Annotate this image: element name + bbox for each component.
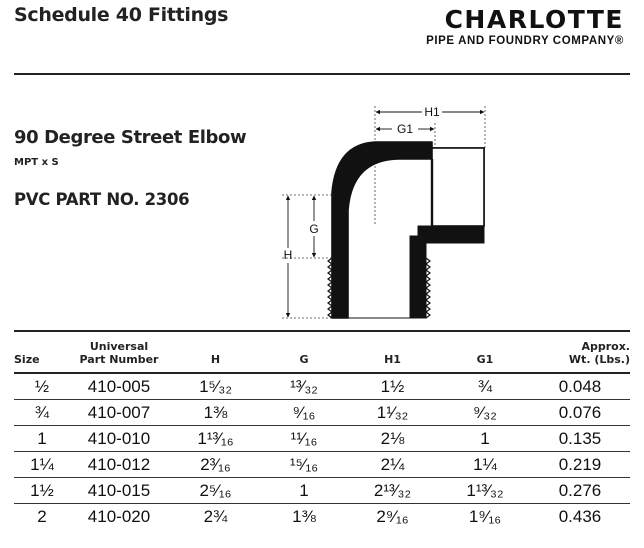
cell-h: 1¹³⁄₁₆: [168, 426, 263, 452]
cell-g1: 1¹³⁄₃₂: [440, 478, 530, 504]
cell-weight: 0.076: [530, 400, 630, 426]
cell-g: ¹⁵⁄₁₆: [263, 452, 345, 478]
part-number: PVC PART NO. 2306: [14, 190, 190, 209]
elbow-body: [332, 142, 484, 318]
header-size: Size: [14, 353, 40, 366]
label-g1: G1: [396, 122, 414, 136]
logo-subtitle: PIPE AND FOUNDRY COMPANY®: [426, 35, 624, 47]
header-h1: H1: [384, 353, 401, 366]
cell-g: ⁹⁄₁₆: [263, 400, 345, 426]
cell-h1: 2¹³⁄₃₂: [345, 478, 440, 504]
cell-size: 1¼: [14, 452, 70, 478]
cell-weight: 0.048: [530, 373, 630, 400]
cell-part-number: 410-007: [70, 400, 168, 426]
header-part-number: [70, 331, 168, 373]
product-connection: MPT x S: [14, 157, 59, 168]
page-title: Schedule 40 Fittings: [14, 4, 229, 26]
label-h: H: [283, 248, 293, 262]
header-g: G: [299, 353, 309, 366]
cell-part-number: 410-020: [87, 506, 151, 526]
cell-size: 1: [14, 426, 70, 452]
table-row: [14, 426, 630, 452]
table-row: [14, 452, 630, 478]
cell-h: 2¾: [203, 506, 228, 526]
cell-size: 2: [37, 506, 47, 526]
cell-h1: 1¹⁄₃₂: [345, 400, 440, 426]
cell-part-number: 410-012: [70, 452, 168, 478]
product-title: 90 Degree Street Elbow: [14, 127, 247, 148]
cell-g: ¹³⁄₃₂: [263, 373, 345, 400]
label-g: G: [309, 222, 319, 236]
cell-part-number: 410-015: [70, 478, 168, 504]
cell-g1: ⁹⁄₃₂: [440, 400, 530, 426]
cell-weight: 0.436: [558, 506, 602, 526]
cell-h: 2³⁄₁₆: [168, 452, 263, 478]
header-part-line1: Universal: [89, 340, 149, 353]
cell-g: 1⅜: [292, 506, 316, 526]
cell-h: 1⅜: [168, 400, 263, 426]
table-row: [14, 373, 630, 400]
cell-g1: ¾: [440, 373, 530, 400]
header-weight-line1: Approx.: [581, 340, 630, 353]
cell-g1: 1: [440, 426, 530, 452]
cell-h1: 1½: [345, 373, 440, 400]
header-g1: G1: [476, 353, 494, 366]
cell-h: 1⁵⁄₃₂: [168, 373, 263, 400]
header-weight: [530, 331, 630, 373]
cell-g1: 1¼: [440, 452, 530, 478]
table-header: [14, 331, 630, 373]
cell-weight: 0.276: [530, 478, 630, 504]
cell-h1: 2¼: [345, 452, 440, 478]
cell-weight: 0.135: [530, 426, 630, 452]
cell-h1: 2⅛: [345, 426, 440, 452]
cell-g1: 1⁹⁄₁₆: [468, 506, 502, 526]
table-row: [14, 478, 630, 504]
label-h1: H1: [424, 105, 440, 119]
elbow-diagram: [270, 98, 510, 323]
table-row: [14, 504, 630, 530]
cell-weight: 0.219: [530, 452, 630, 478]
header-h: H: [210, 353, 221, 366]
cell-g: ¹¹⁄₁₆: [263, 426, 345, 452]
cell-size: ½: [14, 373, 70, 400]
brand-logo: [384, 6, 624, 48]
cell-h: 2⁵⁄₁₆: [168, 478, 263, 504]
header-weight-line2: Wt. (Lbs.): [568, 353, 630, 366]
cell-h1: 2⁹⁄₁₆: [376, 506, 409, 526]
header-divider: [14, 73, 630, 75]
logo-name: CHARLOTTE: [444, 5, 624, 34]
table-row: [14, 400, 630, 426]
cell-size: ¾: [14, 400, 70, 426]
cell-part-number: 410-005: [70, 373, 168, 400]
header-part-line2: Part Number: [79, 353, 159, 366]
dimensions-table: [14, 330, 630, 529]
cell-g: 1: [263, 478, 345, 504]
cell-part-number: 410-010: [70, 426, 168, 452]
cell-size: 1½: [14, 478, 70, 504]
